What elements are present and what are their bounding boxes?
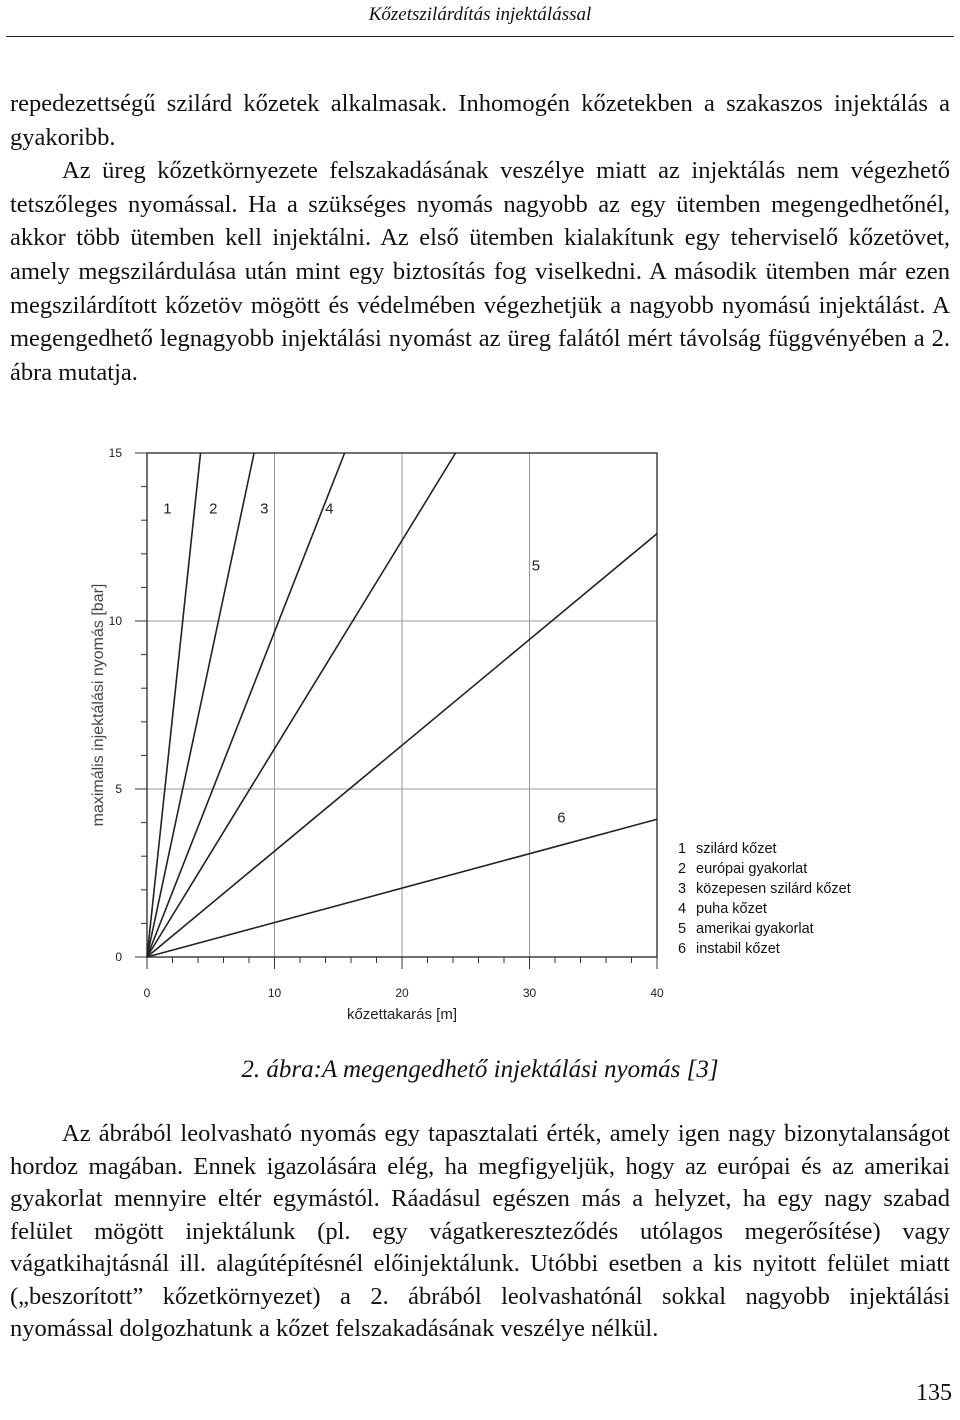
x-tick-label: 0 bbox=[143, 986, 151, 1000]
y-axis-label: maximális injektálási nyomás [bar] bbox=[90, 583, 107, 827]
x-tick-label: 10 bbox=[267, 986, 282, 1000]
body-text-bottom bbox=[10, 1118, 950, 1346]
x-tick-label: 40 bbox=[650, 986, 664, 1000]
body-text-top bbox=[10, 87, 950, 389]
y-tick-label: 0 bbox=[115, 950, 122, 964]
legend-number: 2 bbox=[678, 861, 687, 877]
figure-2 bbox=[0, 435, 960, 1035]
legend-entry: instabil kőzet bbox=[696, 941, 780, 957]
figure-caption: 2. ábra:A megengedhető injektálási nyomás [3] bbox=[241, 1056, 719, 1083]
series-label-2: 2 bbox=[209, 500, 218, 518]
legend-entry: közepesen szilárd kőzet bbox=[696, 881, 851, 897]
legend-entry: amerikai gyakorlat bbox=[696, 921, 814, 937]
legend-entry: szilárd kőzet bbox=[696, 841, 777, 857]
paragraph-text: Az üreg kőzetkörnyezete felszakadásának veszélye miatt az injektálás nem végezhető tetszőleges nyomással. Ha a szükséges nyomás nagyobb az egy ütemben megengedhetőnél, akkor több ütemben kell injektálni. Az első ütemben kialakítunk egy teherviselő kőzetövet, amely megszilárdulása után mint egy biztosítás fog viselkedni. A második ütemben már ezen megszilárdított kőzetöv mögött és védelmében végezhetjük a nagyobb nyomású injektálást. A megengedhető legnagyobb injektálási nyomást az üreg falától mért távolság függvényében a 2. ábra mutatja. bbox=[10, 157, 950, 386]
series-label-1: 1 bbox=[163, 500, 172, 518]
y-tick-label: 10 bbox=[108, 614, 122, 628]
running-title: Kőzetszilárdítás injektálással bbox=[368, 4, 592, 25]
legend-number: 4 bbox=[678, 901, 687, 917]
x-tick-label: 30 bbox=[522, 986, 537, 1000]
series-label-5: 5 bbox=[531, 557, 541, 575]
series-label-4: 4 bbox=[325, 500, 334, 518]
legend-number: 6 bbox=[678, 941, 687, 957]
legend-number: 1 bbox=[678, 841, 687, 857]
page-number: 135 bbox=[916, 1380, 952, 1406]
series-label-3: 3 bbox=[260, 500, 269, 518]
series-line-3 bbox=[147, 453, 345, 957]
legend-entry: európai gyakorlat bbox=[696, 861, 808, 877]
header-rule bbox=[6, 36, 954, 37]
legend-number: 3 bbox=[678, 881, 687, 897]
legend-entry: puha kőzet bbox=[696, 901, 767, 917]
pressure-chart bbox=[0, 435, 960, 1035]
y-tick-label: 15 bbox=[108, 446, 122, 460]
series-label-6: 6 bbox=[557, 809, 566, 827]
x-tick-label: 20 bbox=[395, 986, 409, 1000]
y-tick-label: 5 bbox=[115, 782, 122, 796]
paragraph-text: Az ábrából leolvasható nyomás egy tapasztalati érték, amely igen nagy bizonytalanságot hordoz magában. Ennek igazolására elég, ha megfigyeljük, hogy az európai és az amerikai gyakorlat mennyire eltér egymástól. Ráadásul egészen más a helyzet, ha egy nagy szabad felület mögött injektálunk (pl. egy vágatkereszteződés utólagos megerősítése) vagy vágatkihajtásnál ill. alagútépítésnél előinjektálunk. Utóbbi esetben a kis nyitott felület miatt („beszorított” kőzetkörnyezet) a 2. ábrából leolvashatónál sokkal nagyobb injektálási nyomással dolgozhatunk a kőzet felszakadásának veszélye nélkül. bbox=[10, 1120, 950, 1342]
x-axis-label: kőzettakarás [m] bbox=[346, 1006, 458, 1023]
continued-text: repedezettségű szilárd kőzetek alkalmasak. Inhomogén kőzetekben a szakaszos injektálás a gyakoribb. bbox=[10, 90, 950, 151]
legend-number: 5 bbox=[678, 921, 687, 937]
